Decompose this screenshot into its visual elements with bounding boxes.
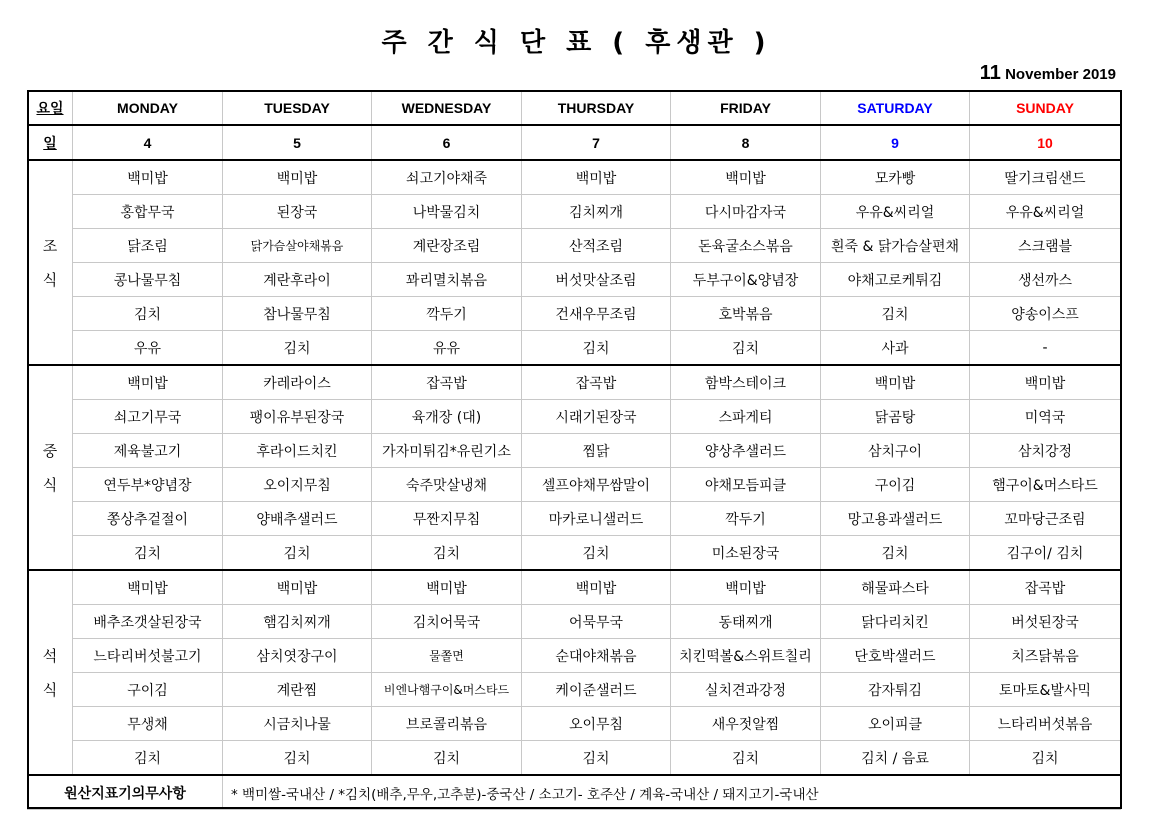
- menu-item: 산적조림: [522, 229, 671, 263]
- menu-item: 참나물무침: [223, 297, 372, 331]
- menu-item: 찜닭: [522, 434, 671, 468]
- menu-item: 함박스테이크: [671, 365, 821, 400]
- menu-item: 후라이드치킨: [223, 434, 372, 468]
- menu-item: 어묵무국: [522, 605, 671, 639]
- menu-item: 김치어묵국: [372, 605, 522, 639]
- menu-item: 김치: [522, 741, 671, 776]
- menu-item: 시래기된장국: [522, 400, 671, 434]
- menu-item: 순대야채볶음: [522, 639, 671, 673]
- menu-item: 깍두기: [372, 297, 522, 331]
- menu-item: 케이준샐러드: [522, 673, 671, 707]
- breakfast-row: [28, 331, 1121, 366]
- menu-item: 백미밥: [223, 570, 372, 605]
- date-wednesday: 6: [372, 125, 522, 160]
- origin-label: 원산지표기의무사항: [28, 775, 223, 810]
- menu-item: 치킨떡볼&스위트칠리: [671, 639, 821, 673]
- menu-item: 홍합무국: [73, 195, 223, 229]
- breakfast-label: [28, 160, 73, 365]
- menu-item: 김치: [522, 536, 671, 571]
- menu-item: 다시마감자국: [671, 195, 821, 229]
- menu-item: 백미밥: [522, 570, 671, 605]
- menu-item: 두부구이&양념장: [671, 263, 821, 297]
- menu-item: 제육불고기: [73, 434, 223, 468]
- menu-item: 새우젓알찜: [671, 707, 821, 741]
- menu-item: 물쫄면: [372, 639, 522, 673]
- menu-item: 김치: [671, 741, 821, 776]
- menu-item: 오이피클: [821, 707, 970, 741]
- menu-item: 무짠지무침: [372, 502, 522, 536]
- menu-item: 나박물김치: [372, 195, 522, 229]
- menu-item: 구이김: [73, 673, 223, 707]
- menu-item: 삼치엿장구이: [223, 639, 372, 673]
- menu-item: 양상추샐러드: [671, 434, 821, 468]
- menu-item: 쇠고기야채죽: [372, 160, 522, 195]
- menu-item: 우유&씨리얼: [970, 195, 1121, 229]
- menu-item: 콩나물무침: [73, 263, 223, 297]
- footer-row: [28, 775, 1121, 810]
- weekday-header-row: [28, 91, 1121, 126]
- weekday-label: 요일: [28, 91, 73, 126]
- menu-item: 팽이유부된장국: [223, 400, 372, 434]
- lunch-row: [28, 400, 1121, 434]
- menu-item: 구이김: [821, 468, 970, 502]
- page-title: 주 간 식 단 표 ( 후생관 ): [381, 28, 772, 58]
- menu-item: 계란후라이: [223, 263, 372, 297]
- menu-item: 계란찜: [223, 673, 372, 707]
- menu-item: 백미밥: [372, 570, 522, 605]
- menu-item: 삼치구이: [821, 434, 970, 468]
- day-name-tuesday: TUESDAY: [223, 91, 372, 126]
- lunch-row: [28, 365, 1121, 400]
- menu-item: 스크램블: [970, 229, 1121, 263]
- date-day: 11: [979, 62, 1001, 84]
- menu-item: 김치: [73, 536, 223, 571]
- menu-item: 백미밥: [522, 160, 671, 195]
- menu-item: 계란장조림: [372, 229, 522, 263]
- menu-item: 오이지무침: [223, 468, 372, 502]
- day-name-sunday: SUNDAY: [970, 91, 1121, 126]
- menu-item: 김치: [223, 536, 372, 571]
- menu-item: 야채모듬피클: [671, 468, 821, 502]
- menu-item: 느타리버섯불고기: [73, 639, 223, 673]
- menu-item: 버섯맛살조림: [522, 263, 671, 297]
- menu-item: 비엔나햄구이&머스타드: [372, 673, 522, 707]
- lunch-row: [28, 468, 1121, 502]
- menu-item: 김치찌개: [522, 195, 671, 229]
- menu-item: 김치: [73, 297, 223, 331]
- day-name-wednesday: WEDNESDAY: [372, 91, 522, 126]
- date-thursday: 7: [522, 125, 671, 160]
- menu-item: 닭곰탕: [821, 400, 970, 434]
- menu-item: 김치: [821, 297, 970, 331]
- breakfast-label-char: 조: [42, 236, 58, 255]
- menu-item: 토마토&발사믹: [970, 673, 1121, 707]
- menu-item: 닭다리치킨: [821, 605, 970, 639]
- menu-item: 햄김치찌개: [223, 605, 372, 639]
- menu-item: 김구이/ 김치: [970, 536, 1121, 571]
- date-saturday: 9: [821, 125, 970, 160]
- menu-item: 잡곡밥: [970, 570, 1121, 605]
- menu-item: 꼬마당근조림: [970, 502, 1121, 536]
- menu-item: 김치 / 음료: [821, 741, 970, 776]
- menu-item: 배추조갯살된장국: [73, 605, 223, 639]
- menu-item: 망고용과샐러드: [821, 502, 970, 536]
- menu-item: 모카빵: [821, 160, 970, 195]
- dinner-row: [28, 707, 1121, 741]
- menu-item: 깍두기: [671, 502, 821, 536]
- menu-item: 느타리버섯볶음: [970, 707, 1121, 741]
- dinner-row: [28, 639, 1121, 673]
- menu-item: 잡곡밥: [372, 365, 522, 400]
- menu-item: 건새우무조림: [522, 297, 671, 331]
- lunch-label-char: 식: [42, 475, 58, 494]
- menu-item: 육개장 (대): [372, 400, 522, 434]
- menu-item: 우유: [73, 331, 223, 366]
- day-name-friday: FRIDAY: [671, 91, 821, 126]
- menu-item: 잡곡밥: [522, 365, 671, 400]
- dinner-label: [28, 570, 73, 775]
- lunch-row: [28, 502, 1121, 536]
- origin-note: * 백미쌀-국내산 / *김치(배추,무우,고추분)-중국산 / 소고기- 호주산 / 계육-국내산 / 돼지고기-국내산: [223, 775, 1121, 810]
- menu-item: 흰죽 & 닭가슴살편채: [821, 229, 970, 263]
- menu-item: 김치: [223, 741, 372, 776]
- menu-item: 연두부*양념장: [73, 468, 223, 502]
- date-monday: 4: [73, 125, 223, 160]
- dinner-label-char: 식: [42, 680, 58, 699]
- lunch-row: [28, 536, 1121, 571]
- menu-item: 김치: [73, 741, 223, 776]
- menu-item: 단호박샐러드: [821, 639, 970, 673]
- menu-item: 김치: [522, 331, 671, 366]
- menu-item: 김치: [223, 331, 372, 366]
- date-tuesday: 5: [223, 125, 372, 160]
- menu-item: 백미밥: [970, 365, 1121, 400]
- menu-item: 꽈리멸치볶음: [372, 263, 522, 297]
- weekly-menu-table: [27, 90, 1121, 810]
- day-name-monday: MONDAY: [73, 91, 223, 126]
- menu-item: 김치: [671, 331, 821, 366]
- menu-item: 백미밥: [671, 160, 821, 195]
- menu-item: 유유: [372, 331, 522, 366]
- menu-item: 치즈닭볶음: [970, 639, 1121, 673]
- menu-item: 사과: [821, 331, 970, 366]
- menu-date: [980, 62, 1116, 85]
- menu-item: 숙주맛살냉채: [372, 468, 522, 502]
- menu-item: 딸기크림샌드: [970, 160, 1121, 195]
- breakfast-row: [28, 195, 1121, 229]
- menu-item: 호박볶음: [671, 297, 821, 331]
- menu-item: 백미밥: [223, 160, 372, 195]
- menu-item: 미소된장국: [671, 536, 821, 571]
- date-header-row: [28, 125, 1121, 160]
- menu-item: 브로콜리볶음: [372, 707, 522, 741]
- menu-item: 김치: [970, 741, 1121, 776]
- dinner-row: [28, 605, 1121, 639]
- menu-item: 가자미튀김*유린기소: [372, 434, 522, 468]
- menu-item: 스파게티: [671, 400, 821, 434]
- lunch-label: [28, 365, 73, 570]
- date-label: 일: [28, 125, 73, 160]
- menu-item: 버섯된장국: [970, 605, 1121, 639]
- menu-item: 오이무침: [522, 707, 671, 741]
- menu-item: 실치견과강정: [671, 673, 821, 707]
- menu-item: 쫑상추겉절이: [73, 502, 223, 536]
- menu-item: 닭조림: [73, 229, 223, 263]
- menu-item: 된장국: [223, 195, 372, 229]
- breakfast-label-char: 식: [42, 270, 58, 289]
- menu-item: 김치: [372, 741, 522, 776]
- lunch-row: [28, 434, 1121, 468]
- menu-item: 미역국: [970, 400, 1121, 434]
- menu-item: 양배추샐러드: [223, 502, 372, 536]
- day-name-thursday: THURSDAY: [522, 91, 671, 126]
- menu-item: 백미밥: [73, 570, 223, 605]
- dinner-label-char: 석: [42, 646, 58, 665]
- menu-item: 햄구이&머스타드: [970, 468, 1121, 502]
- breakfast-row: [28, 297, 1121, 331]
- menu-item: 양송이스프: [970, 297, 1121, 331]
- breakfast-row: [28, 229, 1121, 263]
- menu-item: -: [970, 331, 1121, 366]
- menu-item: 닭가슴살야채볶음: [223, 229, 372, 263]
- date-month-year: November 2019: [1000, 66, 1116, 83]
- menu-item: 백미밥: [73, 365, 223, 400]
- date-sunday: 10: [970, 125, 1121, 160]
- menu-item: 쇠고기무국: [73, 400, 223, 434]
- menu-item: 삼치강정: [970, 434, 1121, 468]
- dinner-row: [28, 741, 1121, 776]
- dinner-row: [28, 673, 1121, 707]
- menu-item: 감자튀김: [821, 673, 970, 707]
- breakfast-row: [28, 263, 1121, 297]
- menu-item: 김치: [821, 536, 970, 571]
- lunch-label-char: 중: [42, 441, 58, 460]
- menu-item: 우유&씨리얼: [821, 195, 970, 229]
- menu-item: 시금치나물: [223, 707, 372, 741]
- menu-item: 해물파스타: [821, 570, 970, 605]
- date-friday: 8: [671, 125, 821, 160]
- menu-item: 백미밥: [73, 160, 223, 195]
- menu-item: 카레라이스: [223, 365, 372, 400]
- menu-item: 야채고로케튀김: [821, 263, 970, 297]
- menu-item: 김치: [372, 536, 522, 571]
- menu-item: 무생채: [73, 707, 223, 741]
- dinner-row: [28, 570, 1121, 605]
- menu-item: 돈육굴소스볶음: [671, 229, 821, 263]
- menu-item: 생선까스: [970, 263, 1121, 297]
- menu-item: 백미밥: [821, 365, 970, 400]
- breakfast-row: [28, 160, 1121, 195]
- day-name-saturday: SATURDAY: [821, 91, 970, 126]
- menu-item: 동태찌개: [671, 605, 821, 639]
- menu-item: 마카로니샐러드: [522, 502, 671, 536]
- menu-item: 백미밥: [671, 570, 821, 605]
- menu-item: 셀프야채무쌈말이: [522, 468, 671, 502]
